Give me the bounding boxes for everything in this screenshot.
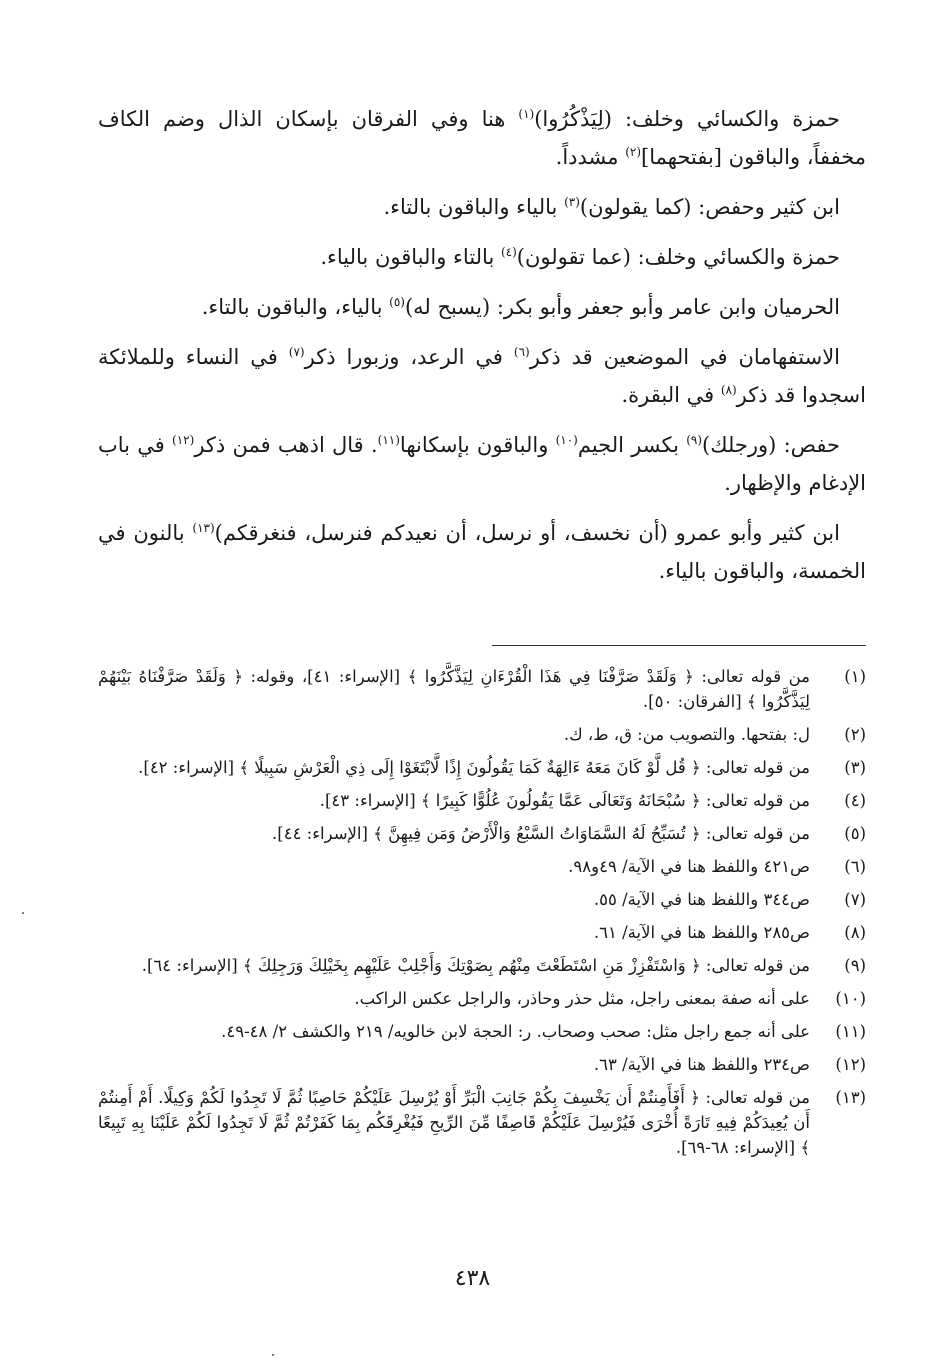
paragraph (98, 514, 866, 590)
text-segment: الاستفهامان في الموضعين قد ذكر (529, 345, 841, 369)
text-segment: بالنون في الخمسة، والباقون بالياء. (98, 521, 866, 583)
text-segment: والباقون بإسكانها (399, 433, 556, 457)
footnote-text: على أنه جمع راجل مثل: صحب وصحاب. ر: الحجة لابن خالويه/ ٢١٩ والكشف ٢/ ٤٨-٤٩. (221, 1022, 810, 1041)
footnote-number: (٢) (844, 725, 866, 744)
footnote (98, 854, 866, 879)
footnote-number: (١١) (835, 1022, 866, 1041)
footnote-text: من قوله تعالى: ﴿ وَلَقَدْ صَرَّفْنَا فِي هَذَا الْقُرْءَانِ لِيَذَّكَّرُوا ﴾ [الإسراء: ٤١]، وقوله: ﴿ وَلَقَدْ صَرَّفْنَاهُ بَيْنَهُمْ لِيَذَّكَّرُوا ﴾ [الفرقان: ٥٠]. (98, 667, 810, 711)
footnote-ref: (٣) (564, 195, 580, 209)
footnote-number: (١٢) (835, 1055, 866, 1074)
footnote-ref: (١٢) (172, 433, 195, 447)
footnote-text: من قوله تعالى: ﴿ سُبْحَانَهُ وَتَعَالَى عَمَّا يَقُولُونَ عُلُوًّا كَبِيرًا ﴾ [الإسراء: ٤٣]. (319, 791, 810, 810)
footnote (98, 986, 866, 1011)
paragraph (98, 188, 866, 226)
footnote-ref: (١) (518, 107, 535, 121)
footnote (98, 887, 866, 912)
footnote-text: من قوله تعالى: ﴿ قُل لَّوْ كَانَ مَعَهُ ءَالِهَةٌ كَمَا يَقُولُونَ إِذًا لَّابْتَغَوْا إِلَى ذِي الْعَرْشِ سَبِيلًا ﴾ [الإسراء: ٤٢]. (138, 758, 810, 777)
footnote-text: على أنه صفة بمعنى راجل، مثل حذر وحاذر، والراجل عكس الراكب. (354, 989, 810, 1008)
paragraph (98, 338, 866, 414)
footnote-number: (١٠) (835, 989, 866, 1008)
footnote-number: (٧) (844, 890, 866, 909)
footnote (98, 1085, 866, 1160)
footnote-ref: (١٣) (192, 521, 215, 535)
text-segment: في النساء وللملائكة اسجدوا قد ذكر (98, 345, 866, 407)
footnote-number: (٤) (844, 791, 866, 810)
footnote (98, 920, 866, 945)
text-segment: حمزة والكسائي وخلف: (عما تقولون) (516, 245, 840, 269)
footnote-text: ص٣٤٤ واللفظ هنا في الآية/ ٥٥. (593, 890, 810, 909)
footnote-ref: (١٠) (555, 433, 578, 447)
text-segment: هنا وفي الفرقان بإسكان الذال وضم الكاف مخففاً، والباقون [بفتحهما] (98, 107, 866, 169)
text-segment: بالياء، والباقون بالتاء. (201, 295, 390, 319)
text-segment: حفص: (ورجلك) (702, 433, 840, 457)
footnote (98, 755, 866, 780)
scan-speck (22, 912, 24, 914)
paragraph (98, 238, 866, 276)
paragraph (98, 100, 866, 176)
footnote-number: (٦) (844, 857, 866, 876)
footnote-ref: (٨) (720, 383, 737, 397)
text-segment: في الرعد، وزبورا ذكر (304, 345, 514, 369)
footnote-number: (٥) (844, 824, 866, 843)
footnote-ref: (٩) (686, 433, 703, 447)
footnote-ref: (٢) (625, 145, 642, 159)
page-number: ٤٣٨ (454, 1266, 491, 1291)
text-segment: في باب الإدغام والإظهار. (98, 433, 866, 495)
text-segment: . قال اذهب فمن ذكر (194, 433, 378, 457)
footnote-number: (٨) (844, 923, 866, 942)
footnote (98, 788, 866, 813)
footnote-ref: (١١) (377, 433, 400, 447)
footnote-text: من قوله تعالى: ﴿ تُسَبِّحُ لَهُ السَّمَاوَاتُ السَّبْعُ وَالْأَرْضُ وَمَن فِيهِنَّ ﴾ [الإسراء: ٤٤]. (272, 824, 810, 843)
text-segment: حمزة والكسائي وخلف: (لِيَذْكُرُوا) (534, 107, 841, 131)
footnote-text: ص٢٣٤ واللفظ هنا في الآية/ ٦٣. (593, 1055, 810, 1074)
footnote-ref: (٤) (500, 245, 517, 259)
footnote (98, 1052, 866, 1077)
text-segment: الحرميان وابن عامر وأبو جعفر وأبو بكر: (يسبح له) (404, 295, 840, 319)
footnote-number: (٩) (844, 956, 866, 975)
footnote-text: ص٤٢١ واللفظ هنا في الآية/ ٤٩و٩٨. (568, 857, 810, 876)
footnote-text: ص٢٨٥ واللفظ هنا في الآية/ ٦١. (593, 923, 810, 942)
footnote-number: (٣) (844, 758, 866, 777)
body-text (98, 100, 866, 590)
text-segment: مشدداً. (555, 145, 626, 169)
main-text-block (98, 100, 866, 602)
footnote (98, 664, 866, 714)
footnote-text: من قوله تعالى: ﴿ وَاسْتَفْزِزْ مَنِ اسْتَطَعْتَ مِنْهُم بِصَوْتِكَ وَأَجْلِبْ عَلَيْهِم بِخَيْلِكَ وَرَجِلِكَ ﴾ [الإسراء: ٦٤]. (141, 956, 810, 975)
scan-speck (272, 1354, 274, 1356)
footnote-separator (492, 645, 866, 646)
footnote (98, 953, 866, 978)
footnote-number: (١) (844, 667, 866, 686)
text-segment: بكسر الجيم (577, 433, 687, 457)
footnote-number: (١٣) (835, 1088, 866, 1107)
footnote-text: من قوله تعالى: ﴿ أَفَأَمِنتُمْ أَن يَخْسِفَ بِكُمْ جَانِبَ الْبَرِّ أَوْ يُرْسِلَ عَلَيْكُمْ حَاصِبًا ثُمَّ لَا تَجِدُوا لَكُمْ وَكِيلًا. أَمْ أَمِنتُمْ أَن يُعِيدَكُمْ فِيهِ تَارَةً أُخْرَى فَيُرْسِلَ عَلَيْكُمْ قَاصِفًا مِّنَ الرِّيحِ فَيُغْرِقَكُم بِمَا كَفَرْتُمْ ثُمَّ لَا تَجِدُوا لَكُمْ عَلَيْنَا بِهِ تَبِيعًا ﴾ [الإسراء: ٦٨-٦٩]. (98, 1088, 810, 1157)
text-segment: في البقرة. (621, 383, 721, 407)
footnote-text: ل: بفتحها. والتصويب من: ق، ط، ك. (563, 725, 810, 744)
text-segment: بالتاء والباقون بالياء. (320, 245, 501, 269)
footnote-ref: (٦) (513, 345, 530, 359)
footnotes-section (98, 664, 866, 1168)
footnote-ref: (٥) (389, 295, 405, 309)
footnote (98, 722, 866, 747)
footnote (98, 821, 866, 846)
paragraph (98, 426, 866, 502)
paragraph (98, 288, 866, 326)
text-segment: بالياء والباقون بالتاء. (383, 195, 565, 219)
footnote (98, 1019, 866, 1044)
text-segment: ابن كثير وحفص: (كما يقولون) (579, 195, 840, 219)
text-segment: ابن كثير وأبو عمرو (أن نخسف، أو نرسل، أن نعيدكم فنرسل، فنغرقكم) (214, 521, 840, 545)
footnote-ref: (٧) (288, 345, 305, 359)
